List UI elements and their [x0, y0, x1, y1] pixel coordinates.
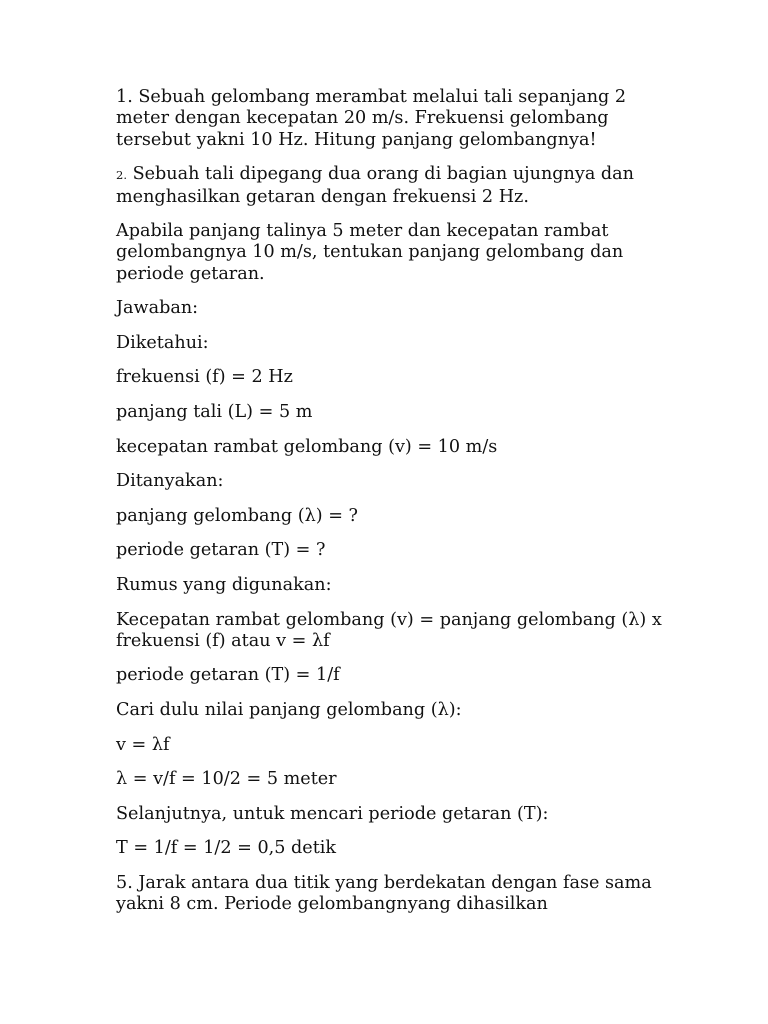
step1-result: λ = v/f = 10/2 = 5 meter [116, 769, 337, 790]
step1-heading: Cari dulu nilai panjang gelombang (λ): [116, 700, 462, 720]
question-2 [116, 164, 676, 208]
known-frequency: frekuensi (f) = 2 Hz [116, 367, 293, 388]
question-5: 5. Jarak antara dua titik yang berdekatan dengan fase sama yakni 8 cm. Periode gelombangnyang dihasilkan [116, 872, 652, 915]
question-2-continuation: Apabila panjang talinya 5 meter dan kecepatan rambat gelombangnya 10 m/s, tentukan panjang gelombang dan periode getaran. [116, 221, 624, 284]
step2-result: T = 1/f = 1/2 = 0,5 detik [116, 838, 337, 859]
step2-heading: Selanjutnya, untuk mencari periode getaran (T): [116, 803, 549, 824]
known-rope-length: panjang tali (L) = 5 m [116, 402, 313, 423]
step1-equation: v = λf [116, 734, 170, 755]
answer-heading: Jawaban: [116, 298, 199, 319]
formula-heading: Rumus yang digunakan: [116, 575, 332, 595]
question-2-text: Sebuah tali dipegang dua orang di bagian ujungnya dan menghasilkan getaran dengan frekuensi 2 Hz. [116, 164, 634, 207]
known-wave-speed: kecepatan rambat gelombang (v) = 10 m/s [116, 436, 498, 457]
asked-heading: Ditanyakan: [116, 471, 224, 492]
asked-wavelength: panjang gelombang (λ) = ? [116, 505, 358, 526]
formula-wave-speed: Kecepatan rambat gelombang (v) = panjang gelombang (λ) x frekuensi (f) atau v = λf [116, 609, 662, 651]
formula-period: periode getaran (T) = 1/f [116, 665, 340, 686]
question-1: 1. Sebuah gelombang merambat melalui tali sepanjang 2 meter dengan kecepatan 20 m/s. Frekuensi gelombang tersebut yakni 10 Hz. Hitung panjang gelombangnya! [116, 87, 627, 150]
asked-period: periode getaran (T) = ? [116, 540, 326, 561]
document-page [116, 87, 676, 929]
known-heading: Diketahui: [116, 332, 209, 353]
question-2-number: 2. [116, 168, 127, 183]
